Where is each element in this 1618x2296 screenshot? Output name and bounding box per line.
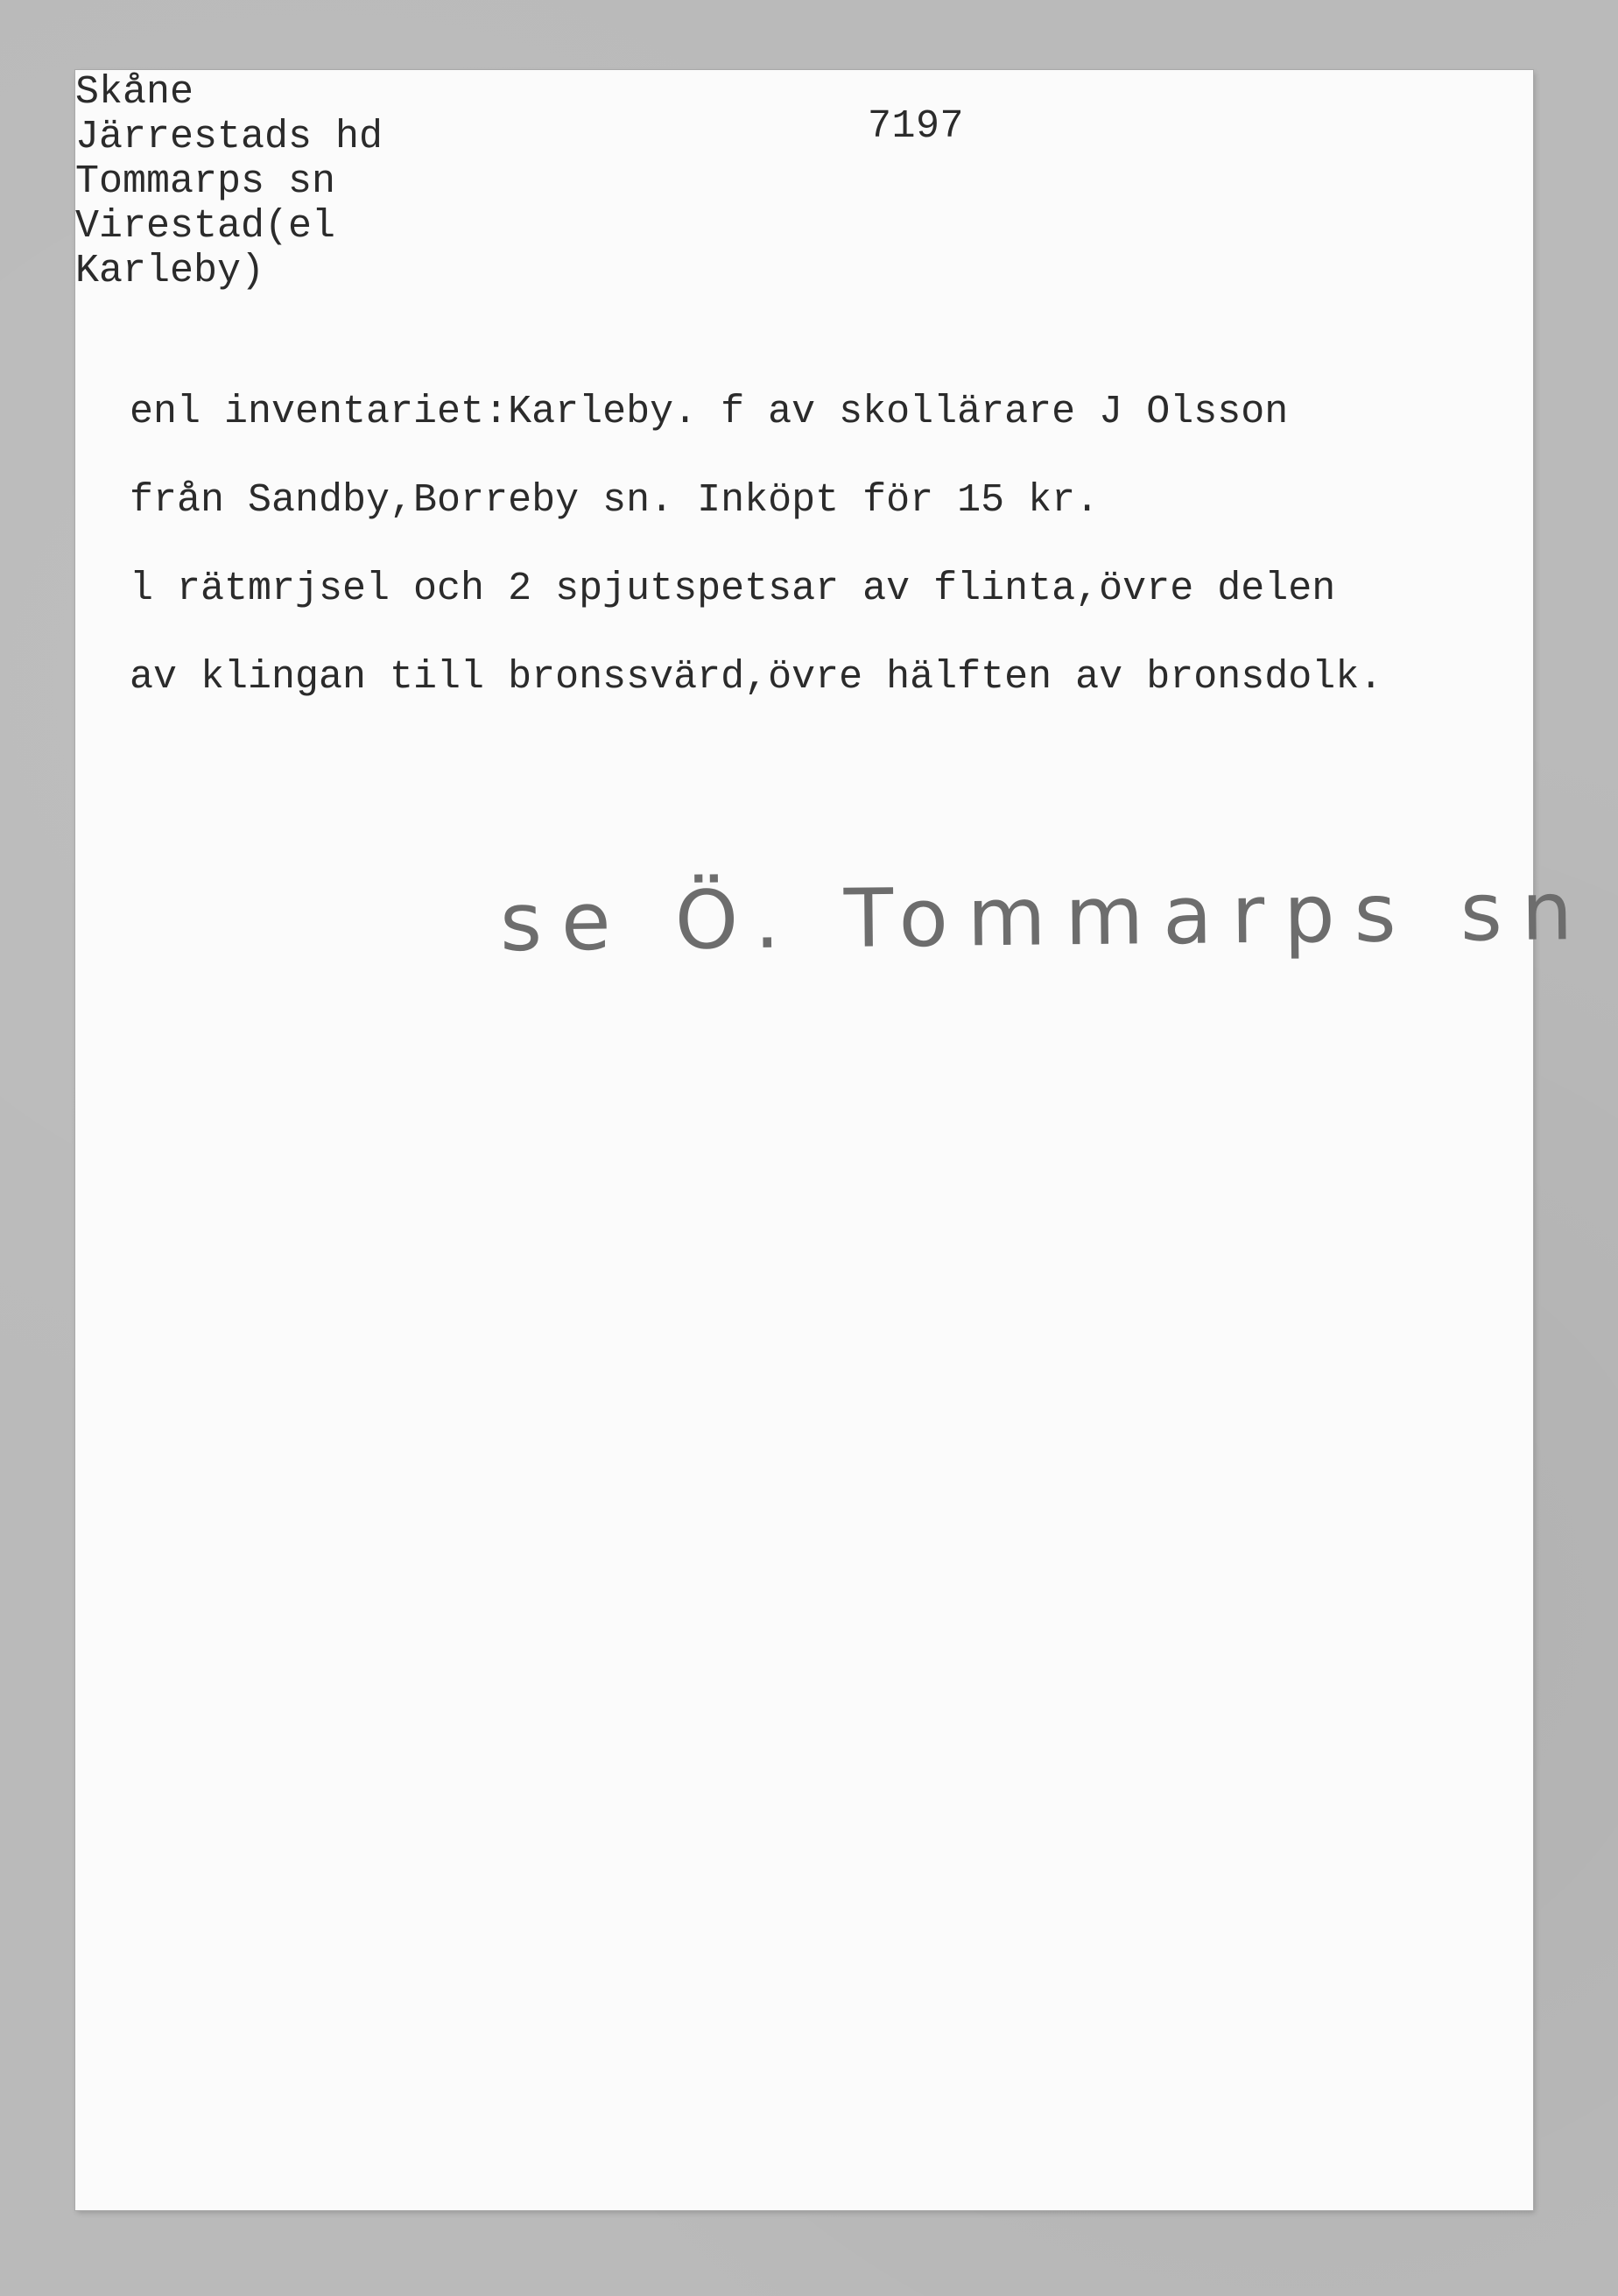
location-line: Skåne bbox=[75, 70, 194, 115]
location-line: Karleby) bbox=[75, 249, 265, 293]
location-block bbox=[75, 70, 1533, 293]
catalog-number: 7197 bbox=[868, 104, 965, 149]
handwritten-note-text: se Ö. Tommarps sn bbox=[499, 863, 1593, 969]
description-line: från Sandby,Borreby sn. Inköpt för 15 kr. bbox=[130, 478, 1100, 523]
location-line: Järrestads hd bbox=[75, 115, 383, 159]
location-line: Virestad(el bbox=[75, 204, 336, 249]
description-line: av klingan till bronssvärd,övre hälften av bronsdolk. bbox=[130, 655, 1383, 700]
description-line: enl inventariet:Karleby. f av skollärare J Olsson bbox=[130, 390, 1289, 434]
description-line: l rätmrjsel och 2 spjutspetsar av flinta,övre delen bbox=[130, 567, 1336, 611]
handwritten-note bbox=[452, 814, 1593, 1025]
index-card bbox=[75, 70, 1593, 2210]
location-line: Tommarps sn bbox=[75, 159, 336, 204]
description-block bbox=[130, 368, 1382, 722]
